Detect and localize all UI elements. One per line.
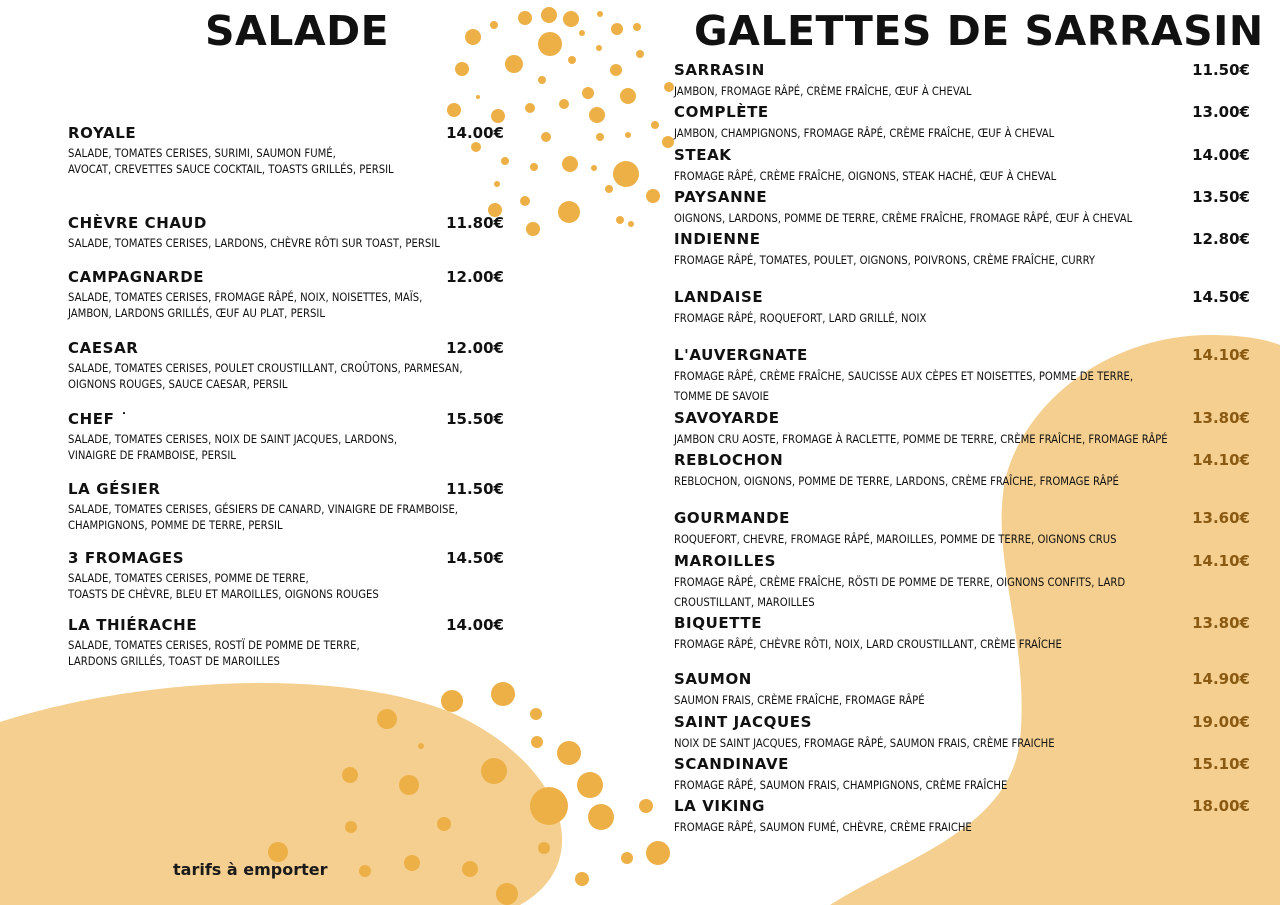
galettes-title: GALETTES DE SARRASIN — [694, 7, 1264, 55]
item-description: FROMAGE RÂPÉ, TOMATES, POULET, OIGNONS, POIVRONS, CRÈME FRAÎCHE, CURRY — [674, 254, 1096, 267]
item-name: BIQUETTE — [674, 614, 763, 632]
item-name: PAYSANNE — [674, 188, 768, 206]
item-description: SALADE, TOMATES CERISES, ROSTÏ DE POMME DE TERRE, LARDONS GRILLÉS, TOAST DE MAROILLES — [68, 639, 360, 668]
item-price: 12.00€ — [446, 268, 504, 286]
item-name: CAESAR — [68, 339, 139, 357]
item-name: COMPLÈTE — [674, 103, 769, 121]
item-name: ROYALE — [68, 124, 137, 142]
salade-title: SALADE — [205, 7, 390, 55]
item-price: 13.80€ — [1192, 409, 1250, 427]
item-name: SAVOYARDE — [674, 409, 780, 427]
item-price: 13.80€ — [1192, 614, 1250, 632]
item-description: SAUMON FRAIS, CRÈME FRAÎCHE, FROMAGE RÂPÉ — [674, 694, 925, 707]
item-name: SAUMON — [674, 670, 752, 688]
item-description: FROMAGE RÂPÉ, CHÈVRE RÔTI, NOIX, LARD CROUSTILLANT, CRÈME FRAÎCHE — [674, 638, 1062, 651]
item-name: CAMPAGNARDE — [68, 268, 205, 286]
item-description: SALADE, TOMATES CERISES, POMME DE TERRE, TOASTS DE CHÈVRE, BLEU ET MAROILLES, OIGNONS ROUGES — [68, 572, 379, 601]
item-name: CHÈVRE CHAUD — [68, 214, 207, 232]
item-price: 14.50€ — [446, 549, 504, 567]
item-price: 15.50€ — [446, 410, 504, 428]
item-price: 14.10€ — [1192, 346, 1250, 364]
item-price: 14.00€ — [446, 124, 504, 142]
item-price: 13.00€ — [1192, 103, 1250, 121]
item-price: 14.90€ — [1192, 670, 1250, 688]
item-description: SALADE, TOMATES CERISES, SURIMI, SAUMON FUMÉ, AVOCAT, CREVETTES SAUCE COCKTAIL, TOASTS GRILLÉS, PERSIL — [68, 147, 394, 176]
item-price: 14.10€ — [1192, 451, 1250, 469]
item-price: 11.50€ — [446, 480, 504, 498]
item-name: 3 FROMAGES — [68, 549, 185, 567]
takeaway-note: tarifs à emporter — [173, 860, 328, 879]
item-price: 14.00€ — [1192, 146, 1250, 164]
item-description: ROQUEFORT, CHEVRE, FROMAGE RÂPÉ, MAROILLES, POMME DE TERRE, OIGNONS CRUS — [674, 533, 1117, 546]
top-dots — [447, 7, 674, 236]
item-name: SAINT JACQUES — [674, 713, 812, 731]
item-description: FROMAGE RÂPÉ, ROQUEFORT, LARD GRILLÉ, NOIX — [674, 312, 927, 325]
item-description: FROMAGE RÂPÉ, CRÈME FRAÎCHE, RÖSTI DE POMME DE TERRE, OIGNONS CONFITS, LARD CROUSTILLANT, MAROILLES — [674, 576, 1126, 609]
item-name: MAROILLES — [674, 552, 776, 570]
item-description: JAMBON, FROMAGE RÂPÉ, CRÈME FRAÎCHE, ŒUF À CHEVAL — [674, 85, 972, 98]
item-description: FROMAGE RÂPÉ, CRÈME FRAÎCHE, SAUCISSE AUX CÈPES ET NOISETTES, POMME DE TERRE, TOMME DE SAVOIE — [674, 370, 1134, 403]
item-price: 11.80€ — [446, 214, 504, 232]
item-price: 11.50€ — [1192, 61, 1250, 79]
item-description: FROMAGE RÂPÉ, CRÈME FRAÎCHE, OIGNONS, STEAK HACHÉ, ŒUF À CHEVAL — [674, 170, 1057, 183]
item-name: SCANDINAVE — [674, 755, 790, 773]
item-price: 14.00€ — [446, 616, 504, 634]
item-description: SALADE, TOMATES CERISES, POULET CROUSTILLANT, CROÛTONS, PARMESAN, OIGNONS ROUGES, SAUCE CAESAR, PERSIL — [68, 362, 463, 391]
item-name: SARRASIN — [674, 61, 765, 79]
item-description: SALADE, TOMATES CERISES, FROMAGE RÂPÉ, NOIX, NOISETTES, MAÏS, JAMBON, LARDONS GRILLÉS, ŒUF AU PLAT, PERSIL — [68, 291, 423, 320]
item-name: LANDAISE — [674, 288, 764, 306]
item-name: LA VIKING — [674, 797, 766, 815]
item-price: 15.10€ — [1192, 755, 1250, 773]
item-name: LA THIÉRACHE — [68, 616, 198, 634]
item-name: GOURMANDE — [674, 509, 790, 527]
item-price: 14.50€ — [1192, 288, 1250, 306]
item-description: REBLOCHON, OIGNONS, POMME DE TERRE, LARDONS, CRÈME FRAÎCHE, FROMAGE RÂPÉ — [674, 475, 1119, 488]
item-description: SALADE, TOMATES CERISES, NOIX DE SAINT JACQUES, LARDONS, VINAIGRE DE FRAMBOISE, PERSIL — [68, 433, 398, 462]
item-description: NOIX DE SAINT JACQUES, FROMAGE RÂPÉ, SAUMON FRAIS, CRÈME FRAICHE — [674, 737, 1055, 750]
item-name: LA GÉSIER — [68, 480, 161, 498]
item-price: 12.80€ — [1192, 230, 1250, 248]
item-price: 18.00€ — [1192, 797, 1250, 815]
item-description: SALADE, TOMATES CERISES, GÉSIERS DE CANARD, VINAIGRE DE FRAMBOISE, CHAMPIGNONS, POMME DE TERRE, PERSIL — [68, 503, 458, 532]
item-description: FROMAGE RÂPÉ, SAUMON FUMÉ, CHÈVRE, CRÈME FRAICHE — [674, 821, 972, 834]
item-price: 13.60€ — [1192, 509, 1250, 527]
item-name: CHEF ˙ — [68, 410, 129, 428]
item-name: L'AUVERGNATE — [674, 346, 808, 364]
item-price: 12.00€ — [446, 339, 504, 357]
item-price: 13.50€ — [1192, 188, 1250, 206]
item-description: JAMBON CRU AOSTE, FROMAGE À RACLETTE, POMME DE TERRE, CRÈME FRAÎCHE, FROMAGE RÂPÉ — [674, 433, 1168, 446]
item-description: OIGNONS, LARDONS, POMME DE TERRE, CRÈME FRAÎCHE, FROMAGE RÂPÉ, ŒUF À CHEVAL — [674, 212, 1133, 225]
item-name: INDIENNE — [674, 230, 761, 248]
item-name: REBLOCHON — [674, 451, 784, 469]
item-price: 14.10€ — [1192, 552, 1250, 570]
item-name: STEAK — [674, 146, 732, 164]
item-description: JAMBON, CHAMPIGNONS, FROMAGE RÂPÉ, CRÈME FRAÎCHE, ŒUF À CHEVAL — [674, 127, 1055, 140]
item-description: FROMAGE RÂPÉ, SAUMON FRAIS, CHAMPIGNONS, CRÈME FRAÎCHE — [674, 779, 1008, 792]
item-price: 19.00€ — [1192, 713, 1250, 731]
item-description: SALADE, TOMATES CERISES, LARDONS, CHÈVRE RÔTI SUR TOAST, PERSIL — [68, 237, 440, 250]
